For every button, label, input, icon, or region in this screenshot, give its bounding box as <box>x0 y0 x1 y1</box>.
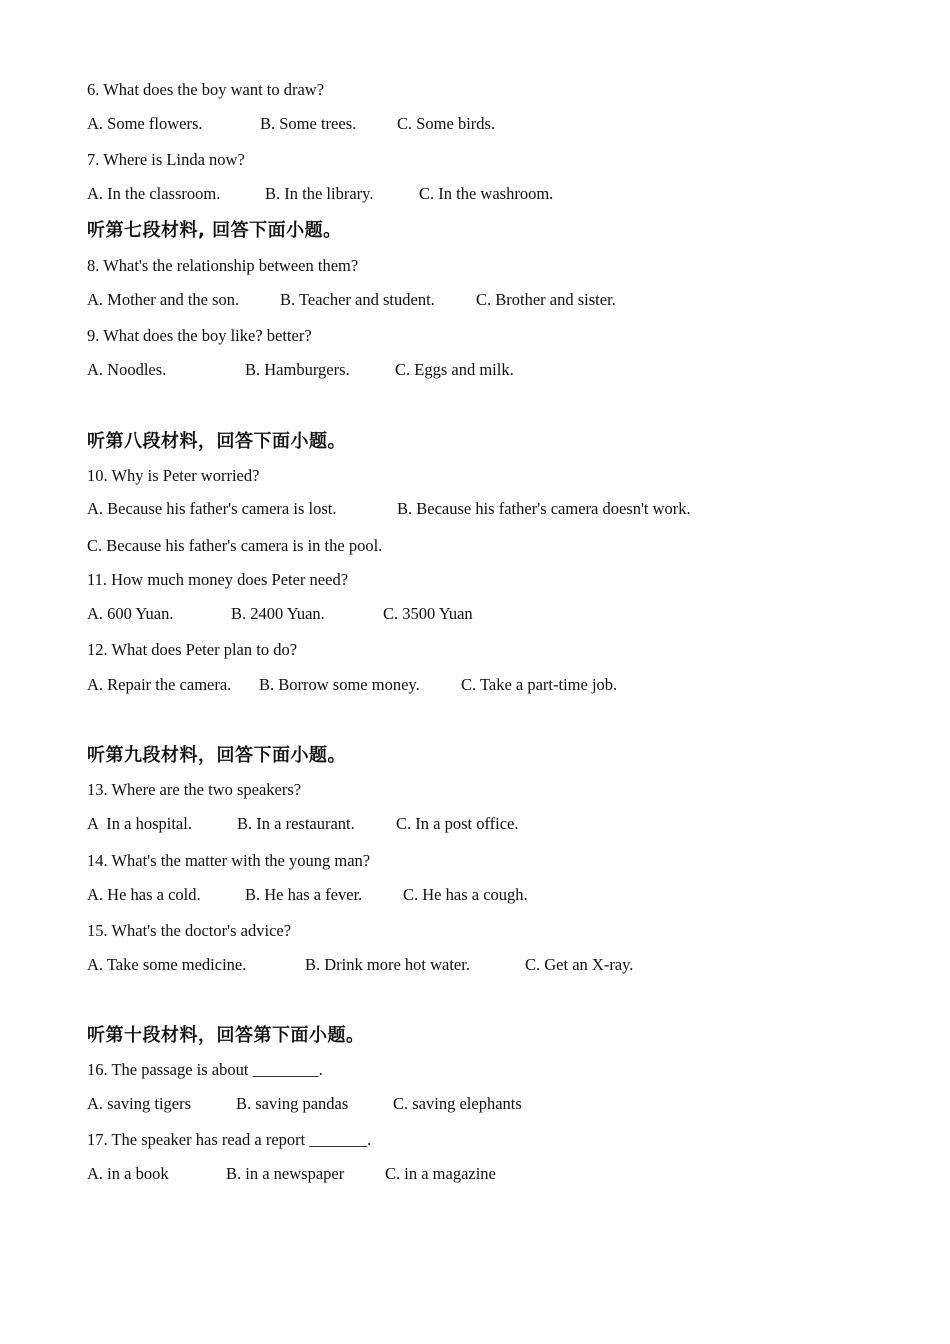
question-8: 8. What's the relationship between them? <box>87 256 359 275</box>
option-16a: A. saving tigers <box>87 1094 192 1113</box>
section-heading-8: 听第八段材料，回答下面小题。 <box>87 431 346 452</box>
option-14a: A. He has a cold. <box>87 885 201 904</box>
option-11a: A. 600 Yuan. <box>87 604 174 623</box>
option-13c: C. In a post office. <box>396 814 519 833</box>
option-9c: C. Eggs and milk. <box>395 360 514 379</box>
option-14b: B. He has a fever. <box>245 885 363 904</box>
question-12: 12. What does Peter plan to do? <box>87 640 298 659</box>
option-12b: B. Borrow some money. <box>259 675 420 694</box>
question-15: 15. What's the doctor's advice? <box>87 921 292 940</box>
option-13a: A In a hospital. <box>87 814 192 833</box>
option-6a: A. Some flowers. <box>87 114 203 133</box>
option-15c: C. Get an X-ray. <box>525 955 634 974</box>
option-16b: B. saving pandas <box>236 1094 349 1113</box>
option-8c: C. Brother and sister. <box>476 290 616 309</box>
question-10: 10. Why is Peter worried? <box>87 466 260 485</box>
option-7a: A. In the classroom. <box>87 184 221 203</box>
section-heading-10: 听第十段材料，回答第下面小题。 <box>87 1025 365 1046</box>
option-14c: C. He has a cough. <box>403 885 528 904</box>
option-8a: A. Mother and the son. <box>87 290 240 309</box>
option-13b: B. In a restaurant. <box>237 814 355 833</box>
question-13: 13. Where are the two speakers? <box>87 780 302 799</box>
option-16c: C. saving elephants <box>393 1094 522 1113</box>
option-9b: B. Hamburgers. <box>245 360 350 379</box>
section-heading-7: 听第七段材料, 回答下面小题。 <box>87 220 342 241</box>
option-6c: C. Some birds. <box>397 114 496 133</box>
option-8b: B. Teacher and student. <box>280 290 435 309</box>
option-7b: B. In the library. <box>265 184 374 203</box>
option-9a: A. Noodles. <box>87 360 167 379</box>
option-15b: B. Drink more hot water. <box>305 955 470 974</box>
question-17: 17. The speaker has read a report _______. <box>87 1130 372 1149</box>
option-10a: A. Because his father's camera is lost. <box>87 499 337 518</box>
option-11c: C. 3500 Yuan <box>383 604 473 623</box>
question-16: 16. The passage is about ________. <box>87 1060 323 1079</box>
option-12c: C. Take a part-time job. <box>461 675 618 694</box>
option-11b: B. 2400 Yuan. <box>231 604 325 623</box>
option-17a: A. in a book <box>87 1164 169 1183</box>
question-7: 7. Where is Linda now? <box>87 150 245 169</box>
option-15a: A. Take some medicine. <box>87 955 247 974</box>
option-17c: C. in a magazine <box>385 1164 496 1183</box>
option-17b: B. in a newspaper <box>226 1164 345 1183</box>
section-heading-9: 听第九段材料，回答下面小题。 <box>87 745 346 766</box>
option-7c: C. In the washroom. <box>419 184 554 203</box>
option-12a: A. Repair the camera. <box>87 675 232 694</box>
question-9: 9. What does the boy like? better? <box>87 326 312 345</box>
option-6b: B. Some trees. <box>260 114 357 133</box>
question-11: 11. How much money does Peter need? <box>87 570 349 589</box>
option-10c: C. Because his father's camera is in the pool. <box>87 536 383 555</box>
question-6: 6. What does the boy want to draw? <box>87 80 325 99</box>
question-14: 14. What's the matter with the young man? <box>87 851 371 870</box>
option-10b: B. Because his father's camera doesn't work. <box>397 499 691 518</box>
